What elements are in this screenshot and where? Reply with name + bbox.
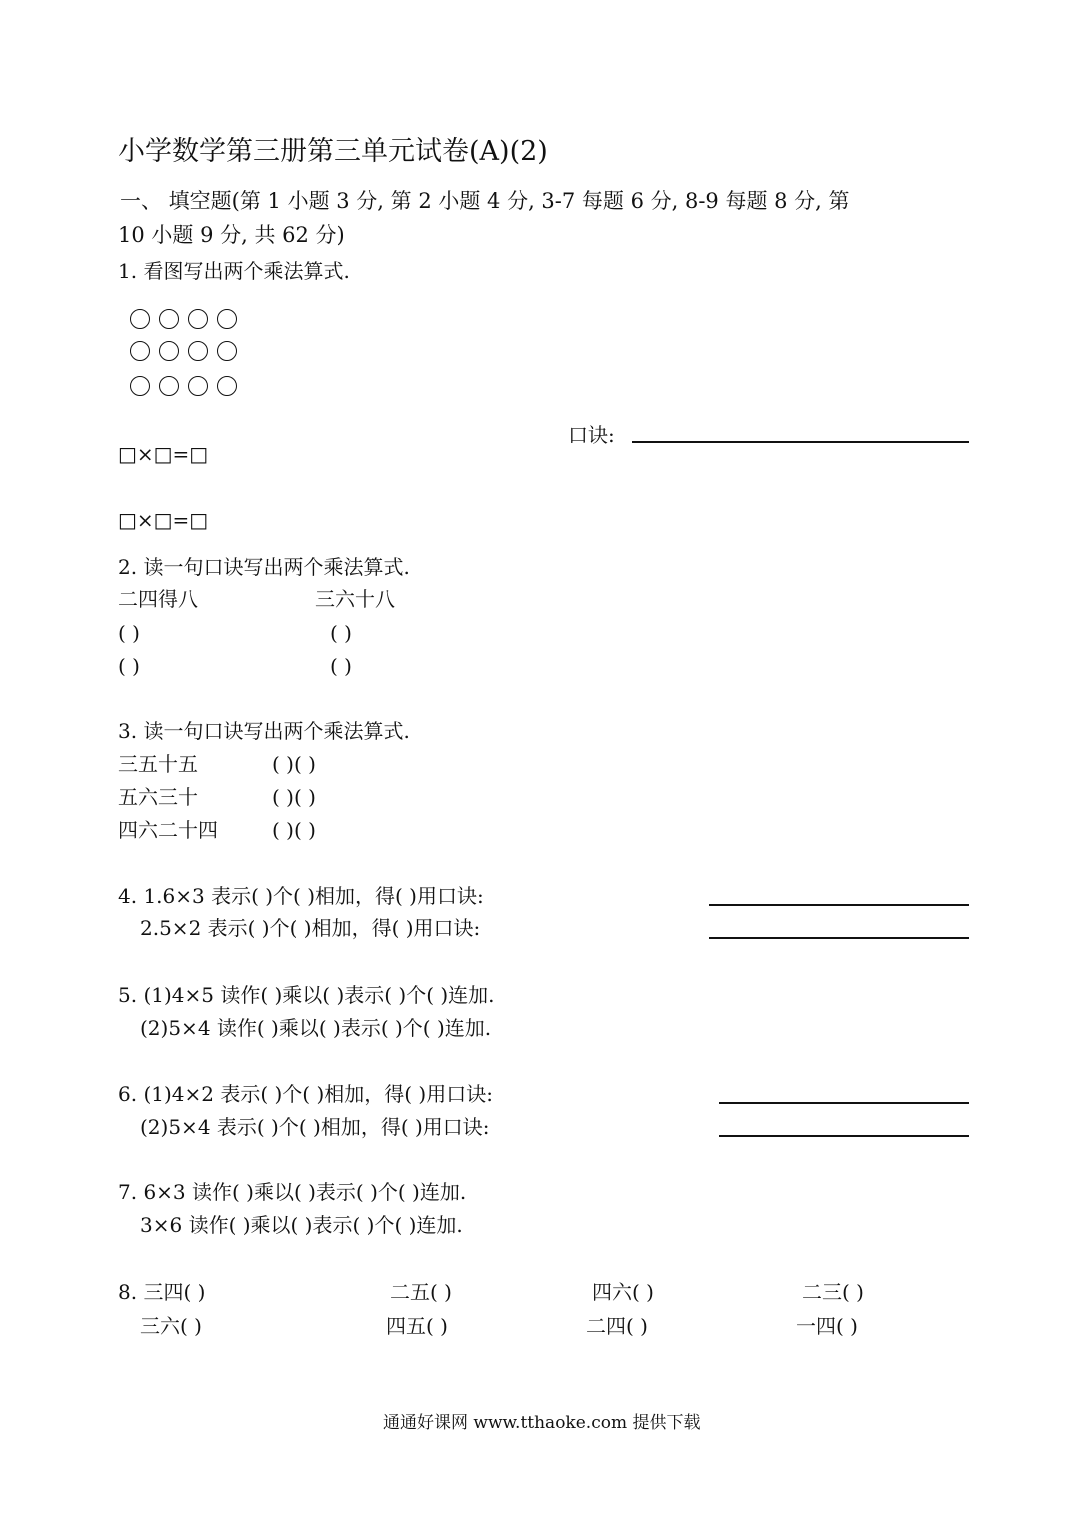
circle bbox=[188, 341, 208, 361]
q2-answer-left-1[interactable]: ( ) bbox=[118, 621, 140, 645]
q3-answer-3[interactable]: ( )( ) bbox=[272, 818, 316, 842]
section-header-line2: 10 小题 9 分, 共 62 分) bbox=[118, 223, 345, 247]
q8-row2-item-1: 三六( ) bbox=[140, 1314, 202, 1338]
q3-answer-1[interactable]: ( )( ) bbox=[272, 752, 316, 776]
circle bbox=[217, 376, 237, 396]
q8-row2-item-4: 一四( ) bbox=[796, 1314, 858, 1338]
q2-answer-right-1[interactable]: ( ) bbox=[330, 621, 352, 645]
q2-answer-left-2[interactable]: ( ) bbox=[118, 654, 140, 678]
q1-koujue-blank[interactable] bbox=[632, 441, 969, 443]
q5-line-1: 5. (1)4×5 读作( )乘以( )表示( )个( )连加. bbox=[118, 983, 495, 1007]
circle bbox=[130, 341, 150, 361]
q1-koujue-label: 口诀: bbox=[568, 423, 615, 447]
q4-line-1: 4. 1.6×3 表示( )个( )相加，得( )用口诀: bbox=[118, 884, 484, 908]
q6-koujue-blank-2[interactable] bbox=[719, 1135, 969, 1137]
q3-rhyme-3: 四六二十四 bbox=[118, 818, 218, 842]
footer-credit: 通通好课网 www.tthaoke.com 提供下载 bbox=[383, 1413, 701, 1433]
q8-row2-item-3: 二四( ) bbox=[586, 1314, 648, 1338]
q1-prompt: 1. 看图写出两个乘法算式. bbox=[118, 259, 350, 283]
q7-line-1: 7. 6×3 读作( )乘以( )表示( )个( )连加. bbox=[118, 1180, 467, 1204]
circle bbox=[188, 309, 208, 329]
q8-row1-item-1: 8. 三四( ) bbox=[118, 1280, 206, 1304]
q8-row1-item-4: 二三( ) bbox=[802, 1280, 864, 1304]
q6-line-1: 6. (1)4×2 表示( )个( )相加，得( )用口诀: bbox=[118, 1082, 493, 1106]
q4-koujue-blank-2[interactable] bbox=[709, 937, 969, 939]
q3-rhyme-2: 五六三十 bbox=[118, 785, 198, 809]
circle bbox=[159, 341, 179, 361]
q3-answer-2[interactable]: ( )( ) bbox=[272, 785, 316, 809]
q1-formula-1[interactable]: □×□=□ bbox=[118, 442, 209, 466]
circle bbox=[159, 376, 179, 396]
q6-line-2: (2)5×4 表示( )个( )相加，得( )用口诀: bbox=[140, 1115, 490, 1139]
q3-rhyme-1: 三五十五 bbox=[118, 752, 198, 776]
circle bbox=[130, 376, 150, 396]
q8-row1-item-2: 二五( ) bbox=[390, 1280, 452, 1304]
page-title: 小学数学第三册第三单元试卷(A)(2) bbox=[118, 136, 548, 167]
q2-right-rhyme: 三六十八 bbox=[315, 587, 395, 611]
circle bbox=[159, 309, 179, 329]
circle bbox=[130, 309, 150, 329]
q7-line-2: 3×6 读作( )乘以( )表示( )个( )连加. bbox=[140, 1213, 463, 1237]
circle bbox=[217, 341, 237, 361]
q8-row2-item-2: 四五( ) bbox=[386, 1314, 448, 1338]
q2-left-rhyme: 二四得八 bbox=[118, 587, 198, 611]
q6-koujue-blank-1[interactable] bbox=[719, 1102, 969, 1104]
q3-prompt: 3. 读一句口诀写出两个乘法算式. bbox=[118, 719, 410, 743]
q4-line-2: 2.5×2 表示( )个( )相加，得( )用口诀: bbox=[140, 916, 481, 940]
circle bbox=[217, 309, 237, 329]
q1-formula-2[interactable]: □×□=□ bbox=[118, 508, 209, 532]
q2-prompt: 2. 读一句口诀写出两个乘法算式. bbox=[118, 555, 410, 579]
circle bbox=[188, 376, 208, 396]
section-header-line1: 一、 填空题(第 1 小题 3 分, 第 2 小题 4 分, 3-7 每题 6 分, 8-9 每题 8 分, 第 bbox=[120, 189, 850, 213]
q8-row1-item-3: 四六( ) bbox=[592, 1280, 654, 1304]
q2-answer-right-2[interactable]: ( ) bbox=[330, 654, 352, 678]
q4-koujue-blank-1[interactable] bbox=[709, 904, 969, 906]
q5-line-2: (2)5×4 读作( )乘以( )表示( )个( )连加. bbox=[140, 1016, 492, 1040]
